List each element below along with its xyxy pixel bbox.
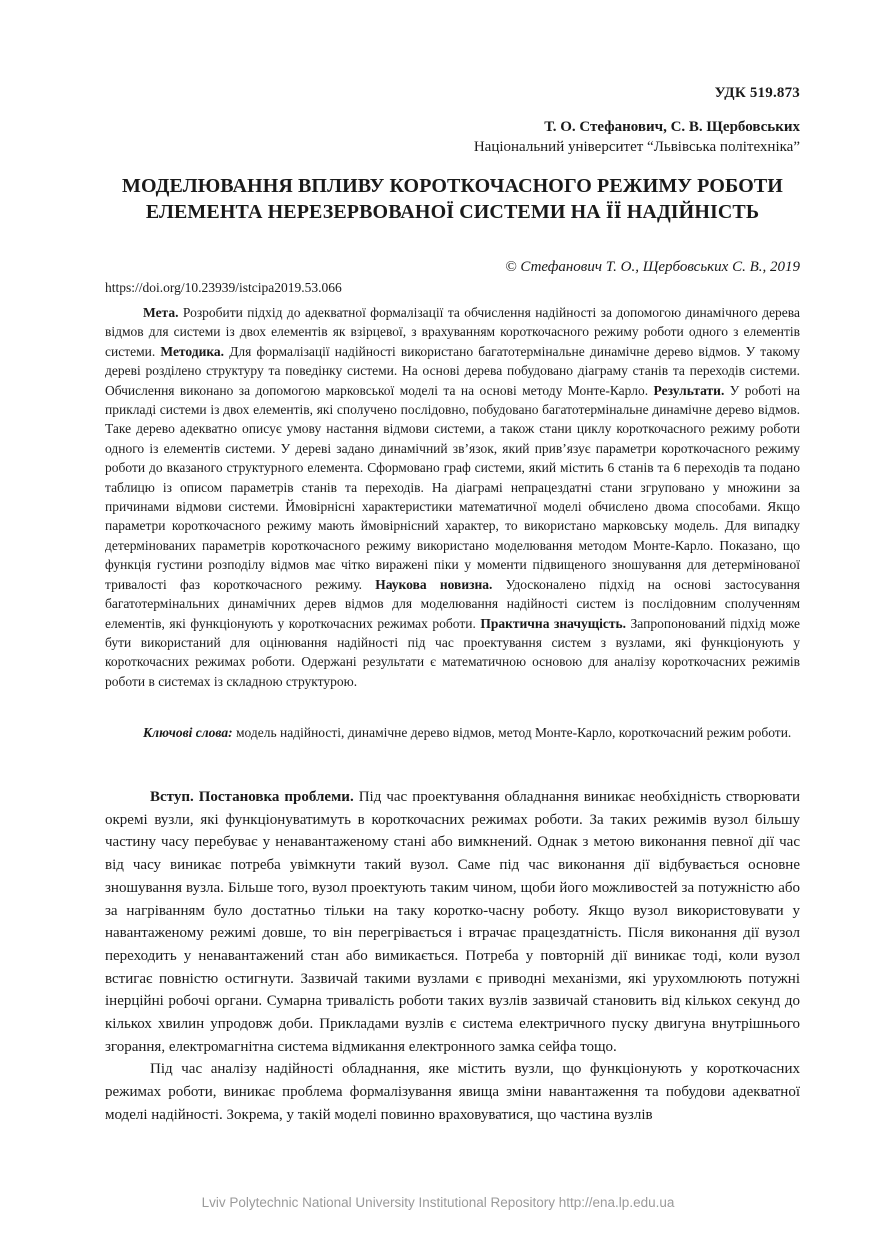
abstract xyxy=(105,303,800,691)
keywords-label: Ключові слова: xyxy=(143,725,233,740)
article-body xyxy=(105,786,800,1127)
author-block xyxy=(474,117,800,157)
paragraph-1-text: Під час проектування обладнання виникає необхідність створювати окремі вузли, які функціонуватимуть в короткочасних режимах роботи. За таких режимів вузол більшу частину часу перебуває у ненавантаженому стані або вимкнений. Однак з метою виконання певної дії час від часу виникає потреба увімкнути такий вузол. Саме під час виконання дії відбувається основне зношування вузла. Більше того, вузол проектують таким чином, щоби його можливостей за потужністю або за нагріванням було достатньо тільки на таку коротко-часну роботу. Якщо вузол використовувати у навантаженому режимі довше, то він перегрівається і втрачає працездатність. Після виконання дії вузол переходить у ненавантажений стан або вимикається. Потреба у повторній дії виникає тоді, коли вузол встигає повністю остигнути. Зазвичай такими вузлами є приводні механізми, які урухомлюють потужні інерційні робочі органи. Сумарна тривалість роботи таких вузлів зазвичай становить від кількох секунд до кількох хвилин упродовж доби. Прикладами вузлів є система електричного пуску двигуна внутрішнього згорання, електромагнітна система відмикання електронного замка сейфа тощо. xyxy=(105,789,800,1055)
title-line-2: ЕЛЕМЕНТА НЕРЕЗЕРВОВАНОЇ СИСТЕМИ НА ЇЇ НАДІЙНІСТЬ xyxy=(145,201,760,223)
article-page xyxy=(105,0,800,1240)
practical-text: Запропонований підхід може бути використаний для оцінювання надійності під час проектування систем з вузлами, які функціонують у короткочасних режимах роботи. Одержані результати є математичною основою для аналізу короткочасних режимів роботи в системах із складною структурою. xyxy=(105,615,800,689)
doi-link[interactable]: https://doi.org/10.23939/istcipa2019.53.066 xyxy=(105,280,342,295)
copyright: © Стефанович Т. О., Щербовських С. В., 2019 xyxy=(505,259,800,275)
body-paragraph-2: Під час аналізу надійності обладнання, яке містить вузли, що функціонують у короткочасних режимах роботи, виникає проблема формалізування явища зміни навантаження та побудови адекватної моделі надійності. Зокрема, у такій моделі повинно враховуватися, що частина вузлів xyxy=(105,1061,800,1123)
results-label: Результати. xyxy=(653,382,725,398)
keywords xyxy=(105,723,800,742)
results-text: У роботі на прикладі системи із двох елементів, які сполучено послідовно, побудовано багатотермінальне динамічне дерево відмов. Таке дерево адекватно описує умову настання відмови системи, а також стани циклу короткочасного режиму роботи одного із елементів системи. У дереві задано динамічний зв’язок, який прив’язує параметри короткочасного режиму роботи до вказаного структурного елемента. Сформовано граф системи, який містить 6 станів та 6 переходів та подано таблицю із описом параметрів станів та переходів. На діаграмі непрацездатні стани згруповано у множини за причинами відмови системи. Ймовірнісні характеристики математичної моделі обчислено двома способами. Якщо параметри короткочасного режиму мають ймовірнісний характер, то використано марковську модель. Для випадку детермінованих параметрів короткочасного режиму використано моделювання методом Монте-Карло. Показано, що функція густини розподілу відмов має чітко виражені піки у моменти підвищеного зношування для детермінованої тривалості фаз короткочасного режиму. xyxy=(105,382,800,592)
practical-label: Практична значущість. xyxy=(480,615,627,631)
udk-code: УДК 519.873 xyxy=(714,85,800,101)
novelty-text: Удосконалено підхід на основі застосування багатотермінальних динамічних дерев відмов для моделювання надійності систем із послідовним сполученням елементів, які функціонують у короткочасних режимах роботи. xyxy=(105,576,801,631)
article-title xyxy=(105,173,800,225)
keywords-text: модель надійності, динамічне дерево відмов, метод Монте-Карло, короткочасний режим роботи. xyxy=(232,725,792,740)
goal-text: Розробити підхід до адекватної формалізації та обчислення надійності за допомогою динамічного дерева відмов для системи із двох елементів як взірцевої, з врахуванням короткочасного режиму роботи одного з елементів системи. xyxy=(105,305,800,359)
goal-label: Мета. xyxy=(143,305,179,320)
affiliation: Національний університет “Львівська політехніка” xyxy=(473,139,800,155)
intro-heading: Вступ. Постановка проблеми. xyxy=(150,789,354,805)
method-label: Методика. xyxy=(160,343,225,359)
authors: Т. О. Стефанович, С. В. Щербовських xyxy=(544,119,800,135)
repository-footer: Lviv Polytechnic National University Institutional Repository http://ena.lp.edu.ua xyxy=(201,1195,675,1210)
novelty-label: Наукова новизна. xyxy=(375,576,493,592)
title-line-1: МОДЕЛЮВАННЯ ВПЛИВУ КОРОТКОЧАСНОГО РЕЖИМУ РОБОТИ xyxy=(122,175,783,197)
method-text: Для формалізації надійності використано багатотермінальне динамічне дерево відмов. У такому дереві розділено структуру та поведінку системи. На основі дерева побудовано діаграму станів та переходів системи. Обчислення виконано за допомогою марковської моделі та на основі методу Монте-Карло. xyxy=(105,343,800,398)
body-paragraph-1 xyxy=(105,786,800,1058)
